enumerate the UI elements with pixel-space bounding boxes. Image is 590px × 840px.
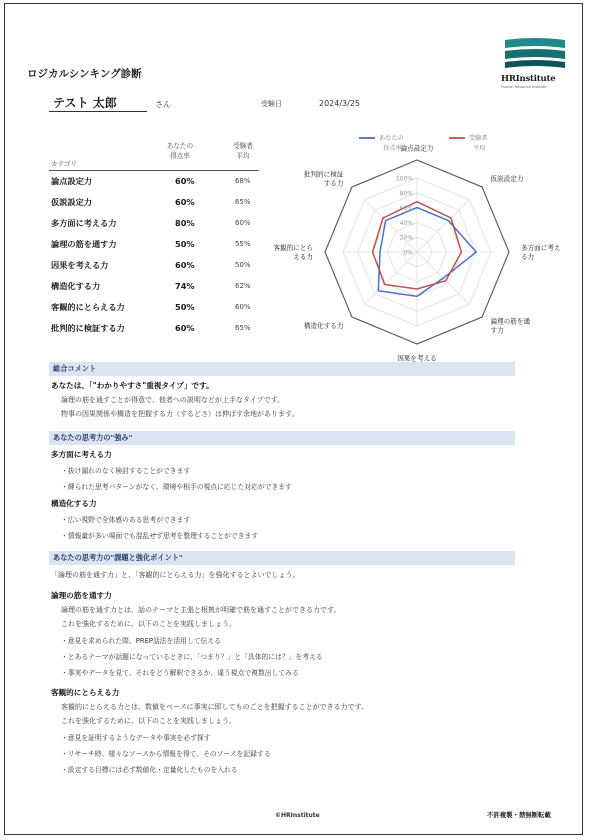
radar-axis-label: 多方面に考え (521, 244, 561, 252)
candidate-name: テスト 太郎 (53, 96, 117, 110)
improve-bullet: ・意見を証明するようなデータや事実を必ず探す (61, 734, 211, 742)
improve-bullet: ・とあるテーマが話題になっているときに、「つまり？」と「具体的には？」を考える (61, 653, 323, 661)
radar-axis-label: る力 (521, 253, 535, 261)
row-average: 60% (235, 219, 251, 227)
radar-axis-label: 論点設定力 (400, 144, 434, 153)
row-mine: 50% (175, 239, 195, 249)
radar-axis-label: える力 (293, 253, 313, 261)
strength-title: 多方面に考える力 (51, 450, 112, 459)
overall-line: 物事の因果関係や構造を把握する力（するどさ）は伸ばす余地があります。 (61, 410, 299, 418)
row-mine: 60% (175, 197, 195, 207)
radar-grid (325, 160, 509, 344)
improve-title: 客観的にとらえる力 (51, 688, 120, 697)
improve-title: 論理の筋を通す力 (51, 591, 112, 600)
radar-legend-label: あなたの (379, 135, 404, 142)
radar-tick-label: 40% (399, 219, 413, 227)
table-row (51, 176, 259, 190)
improve-bullet: ・設定する目標には必ず数値化・定量化したものを入れる (61, 766, 238, 774)
report-page (4, 3, 583, 835)
radar-legend-label: 平均 (473, 145, 486, 152)
strength-bullet: ・縛られた思考パターンがなく、環境や相手の視点に応じた対応ができます (61, 483, 292, 491)
row-mine: 60% (175, 323, 195, 333)
row-category: 多方面に考える力 (51, 218, 117, 228)
radar-tick-label: 60% (399, 205, 413, 213)
row-average: 55% (235, 240, 251, 248)
row-average: 65% (235, 198, 251, 206)
radar-axis-label: 構造化する力 (303, 322, 344, 331)
row-category: 論理の筋を通す力 (51, 239, 117, 249)
table-row (51, 281, 259, 295)
radar-legend-label: 得点率 (383, 145, 402, 152)
row-average: 60% (235, 303, 251, 311)
radar-axis-label: 因果を考える (397, 354, 437, 363)
row-mine: 50% (175, 302, 195, 312)
improve-lead: 「論理の筋を通す力」と、「客観的にとらえる力」を強化するとよいでしょう。 (51, 571, 300, 579)
strength-bullet: ・広い視野で全体感のある思考ができます (61, 516, 191, 524)
exam-date-value: 2024/3/25 (319, 99, 361, 108)
table-row (51, 302, 259, 316)
section-header-strengths: あなたの思考力の"強み" (49, 431, 515, 445)
improve-desc: これを強化するために、以下のことを実践しましょう。 (61, 717, 236, 725)
footer-logo: ©HRInstitute (275, 812, 320, 819)
honorific: さん (155, 100, 171, 109)
table-header-average: 受験者 平均 (233, 142, 253, 160)
row-category: 批判的に検証する力 (51, 323, 125, 333)
radar-axis-label: 客観的にとら (273, 244, 313, 252)
name-underline (49, 111, 147, 112)
strength-bullet: ・情報量が多い場面でも混乱せず思考を整理することができます (61, 532, 259, 540)
improve-bullet: ・事実やデータを見て、それをどう解釈できるか、違う視点で複数出してみる (61, 669, 299, 677)
improve-desc: これを強化するために、以下のことを実践しましょう。 (61, 620, 236, 628)
improve-desc: 論理の筋を通す力とは、話のテーマと主張と根拠が明確で筋を通すことができる力です。 (61, 606, 341, 614)
document-title: ロジカルシンキング診断 (27, 68, 142, 80)
row-mine: 74% (175, 281, 195, 291)
row-category: 因果を考える力 (51, 260, 109, 270)
section-header-improve: あなたの思考力の"課題と強化ポイント" (49, 551, 515, 565)
row-mine: 80% (175, 218, 195, 228)
radar-tick-label: 100% (395, 175, 413, 183)
table-header-category: カテゴリ (51, 160, 78, 168)
strength-title: 構造化する力 (51, 499, 97, 508)
row-average: 68% (235, 177, 251, 185)
row-average: 50% (235, 261, 251, 269)
overall-lead: あなたは、「"わかりやすさ"重視タイプ」です。 (51, 381, 214, 390)
table-row (51, 260, 259, 274)
radar-tick-label: 0% (403, 249, 413, 257)
exam-date-label: 受験日 (261, 100, 282, 108)
table-row (51, 323, 259, 337)
radar-series (373, 202, 477, 297)
row-mine: 60% (175, 260, 195, 270)
radar-axis-label: 仮説設定力 (490, 174, 524, 183)
row-average: 65% (235, 324, 251, 332)
row-category: 論点設定力 (51, 176, 92, 186)
table-header-rule (49, 170, 259, 171)
table-row (51, 239, 259, 253)
row-category: 構造化する力 (51, 281, 101, 291)
strength-bullet: ・抜け漏れのなく検討することができます (61, 467, 191, 475)
table-header-mine: あなたの 得点率 (166, 142, 194, 160)
radar-axis-label: 批判的に検証 (303, 170, 344, 179)
footer-copyright-note: 不許複製・禁無断転載 (487, 811, 551, 819)
logo-tagline: Human Resource Institute (501, 85, 547, 89)
improve-desc: 客観的にとらえる力とは、数値をベースに事実に即してものごとを把握することができる力です。 (61, 703, 369, 711)
row-category: 仮説設定力 (51, 197, 92, 207)
row-mine: 60% (175, 176, 195, 186)
row-average: 62% (235, 282, 251, 290)
improve-bullet: ・意見を求められた際、PREP話法を活用して伝える (61, 637, 221, 645)
radar-axis-label: する力 (323, 179, 344, 188)
logo-name: HRInstitute (501, 74, 556, 84)
radar-axis-label: 論理の筋を通 (490, 317, 531, 326)
overall-line: 論理の筋を通すことが得意で、他者への説明などが上手なタイプです。 (61, 396, 285, 404)
radar-tick-label: 20% (399, 234, 413, 242)
section-header-overall: 総合コメント (49, 362, 515, 376)
table-row (51, 218, 259, 232)
radar-tick-label: 80% (399, 190, 413, 198)
improve-bullet: ・リサーチ時、様々なソースから情報を得て、そのソースを記録する (61, 750, 271, 758)
radar-legend-label: 受験者 (469, 135, 488, 142)
radar-axis-label: す力 (490, 326, 504, 335)
row-category: 客観的にとらえる力 (51, 302, 125, 312)
radar-chart (273, 130, 581, 363)
table-row (51, 197, 259, 211)
